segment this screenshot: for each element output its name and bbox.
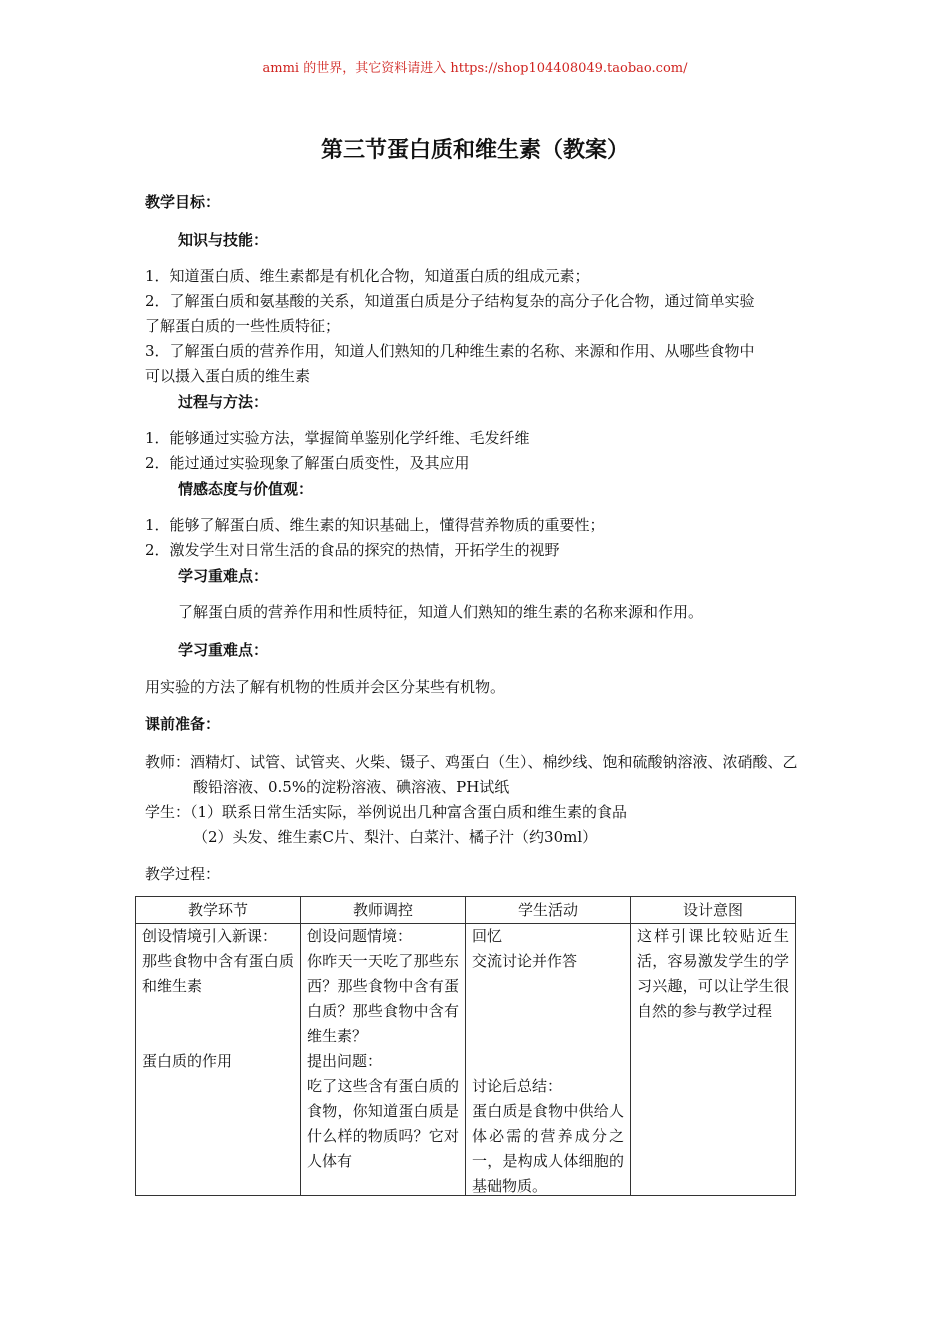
student-text — [472, 924, 624, 974]
process-heading: 过程与方法： — [178, 393, 269, 411]
teacher-text — [307, 924, 459, 1174]
process-table-heading: 教学过程： — [145, 865, 221, 883]
difficult-points-heading: 学习重难点： — [178, 641, 269, 659]
cell-line: 讨论后总结： — [472, 1077, 563, 1095]
student-text — [472, 1074, 624, 1199]
cell-line: 蛋白质是食物中供给人体必需的营养成分之一，是构成人体细胞的基础物质。 — [472, 1102, 624, 1195]
student-preparation: 学生：（1）联系日常生活实际，举例说出几种富含蛋白质和维生素的食品 — [145, 803, 628, 821]
attitude-heading: 情感态度与价值观： — [178, 480, 314, 498]
cell-line: 提出问题： — [307, 1052, 383, 1070]
cell-line: 创设情境引入新课： — [142, 927, 278, 945]
student-cell — [466, 924, 631, 1196]
cell-line: 这样引课比较贴近生活，容易激发学生的学习兴趣，可以让学生很自然的参与教学过程 — [637, 927, 789, 1020]
knowledge-heading: 知识与技能： — [178, 231, 269, 249]
knowledge-item: 2．了解蛋白质和氨基酸的关系，知道蛋白质是分子结构复杂的高分子化合物，通过简单实验 — [145, 292, 755, 310]
stage-text — [142, 924, 294, 999]
table-header-row — [136, 897, 796, 924]
process-item: 1．能够通过实验方法，掌握简单鉴别化学纤维、毛发纤维 — [145, 429, 530, 447]
cell-line: 那些食物中含有蛋白质和维生素 — [142, 952, 294, 995]
intent-cell — [631, 924, 796, 1196]
attitude-item: 2．激发学生对日常生活的食品的探究的热情，开拓学生的视野 — [145, 541, 560, 559]
knowledge-item: 了解蛋白质的一些性质特征； — [145, 317, 341, 335]
difficult-points-text: 用实验的方法了解有机物的性质并会区分某些有机物。 — [145, 678, 506, 696]
key-points-text: 了解蛋白质的营养作用和性质特征，知道人们熟知的维生素的名称来源和作用。 — [178, 603, 704, 621]
page-title: 第三节蛋白质和维生素（教案） — [320, 138, 629, 163]
cell-line: 创设问题情境： — [307, 927, 413, 945]
stage-cell — [136, 924, 301, 1196]
objectives-heading: 教学目标： — [145, 193, 221, 211]
cell-line: 交流讨论并作答 — [472, 952, 578, 970]
teacher-materials-cont: 酸铅溶液、0.5%的淀粉溶液、碘溶液、PH试纸 — [193, 778, 510, 796]
cell-line: 吃了这些含有蛋白质的食物，你知道蛋白质是什么样的物质吗？它对人体有 — [307, 1077, 459, 1170]
intent-text — [637, 924, 789, 1024]
cell-line: 回忆 — [472, 927, 503, 945]
teacher-cell — [301, 924, 466, 1196]
column-header: 教学环节 — [136, 897, 301, 924]
watermark-header: ammi 的世界，其它资料请进入 https://shop104408049.taobao.com/ — [262, 61, 688, 76]
stage-text — [142, 1049, 294, 1074]
student-materials: （2）头发、维生素C片、梨汁、白菜汁、橘子汁（约30ml） — [193, 828, 598, 846]
lesson-process-table — [135, 896, 796, 1196]
knowledge-item: 1．知道蛋白质、维生素都是有机化合物，知道蛋白质的组成元素； — [145, 267, 590, 285]
knowledge-item: 可以摄入蛋白质的维生素 — [145, 367, 311, 385]
process-item: 2．能过通过实验现象了解蛋白质变性，及其应用 — [145, 454, 470, 472]
cell-line: 蛋白质的作用 — [142, 1052, 233, 1070]
column-header: 设计意图 — [631, 897, 796, 924]
column-header: 学生活动 — [466, 897, 631, 924]
attitude-item: 1．能够了解蛋白质、维生素的知识基础上，懂得营养物质的重要性； — [145, 516, 605, 534]
teacher-materials: 教师：酒精灯、试管、试管夹、火柴、镊子、鸡蛋白（生）、棉纱线、饱和硫酸钠溶液、浓硝酸、乙 — [145, 753, 798, 771]
table-row — [136, 924, 796, 1196]
preparation-heading: 课前准备： — [145, 715, 221, 733]
column-header: 教师调控 — [301, 897, 466, 924]
key-points-heading: 学习重难点： — [178, 567, 269, 585]
cell-line: 你昨天一天吃了那些东西？那些食物中含有蛋白质？那些食物中含有维生素？ — [307, 952, 459, 1045]
knowledge-item: 3．了解蛋白质的营养作用，知道人们熟知的几种维生素的名称、来源和作用、从哪些食物中 — [145, 342, 755, 360]
